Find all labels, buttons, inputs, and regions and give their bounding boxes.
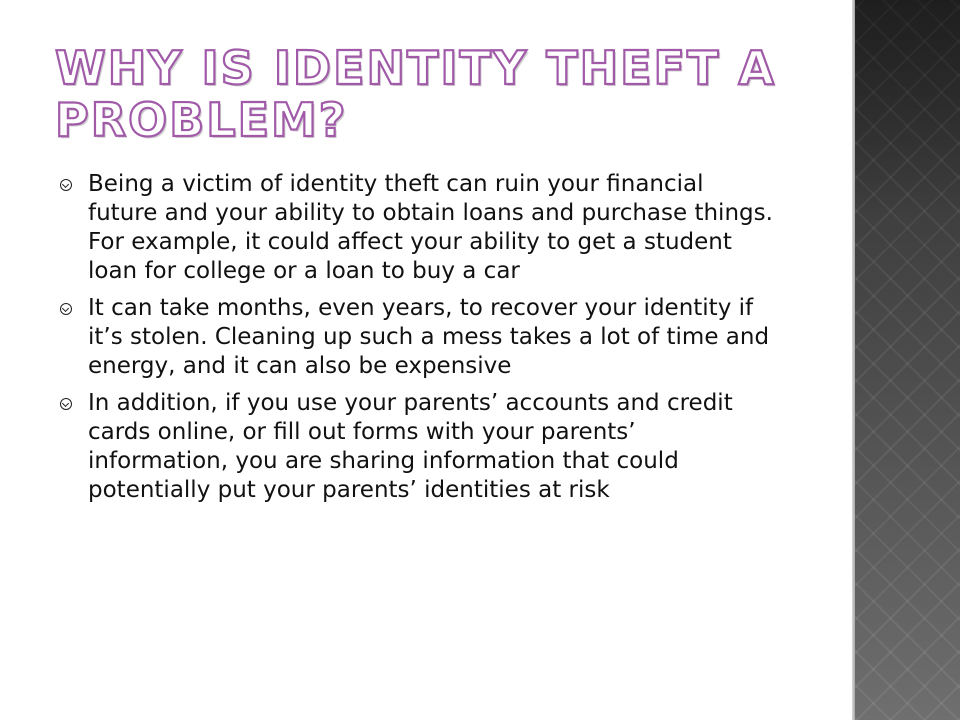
circled-chevron-down-icon	[60, 398, 72, 410]
bullet-item	[60, 294, 780, 381]
bullet-text: Being a victim of identity theft can ruin your financial future and your ability to obtain loans and purchase things. For example, it could affect your ability to get a student loan for college or a loan to buy a car	[88, 171, 773, 284]
bullet-text: It can take months, even years, to recover your identity if it’s stolen. Cleaning up such a mess takes a lot of time and energy, and it can also be expensive	[88, 295, 770, 379]
slide-title: WHY IS IDENTITY THEFT A PROBLEM?	[55, 41, 776, 147]
decorative-side-panel	[855, 0, 960, 720]
bullet-item	[60, 170, 780, 286]
circled-chevron-down-icon	[60, 303, 72, 315]
circled-chevron-down-icon	[60, 179, 72, 191]
bullet-text: In addition, if you use your parents’ accounts and credit cards online, or fill out forms with your parents’ information, you are sharing information that could potentially put your parents’ identities at risk	[88, 390, 733, 503]
bullet-item	[60, 389, 780, 505]
bullet-list	[60, 170, 780, 513]
